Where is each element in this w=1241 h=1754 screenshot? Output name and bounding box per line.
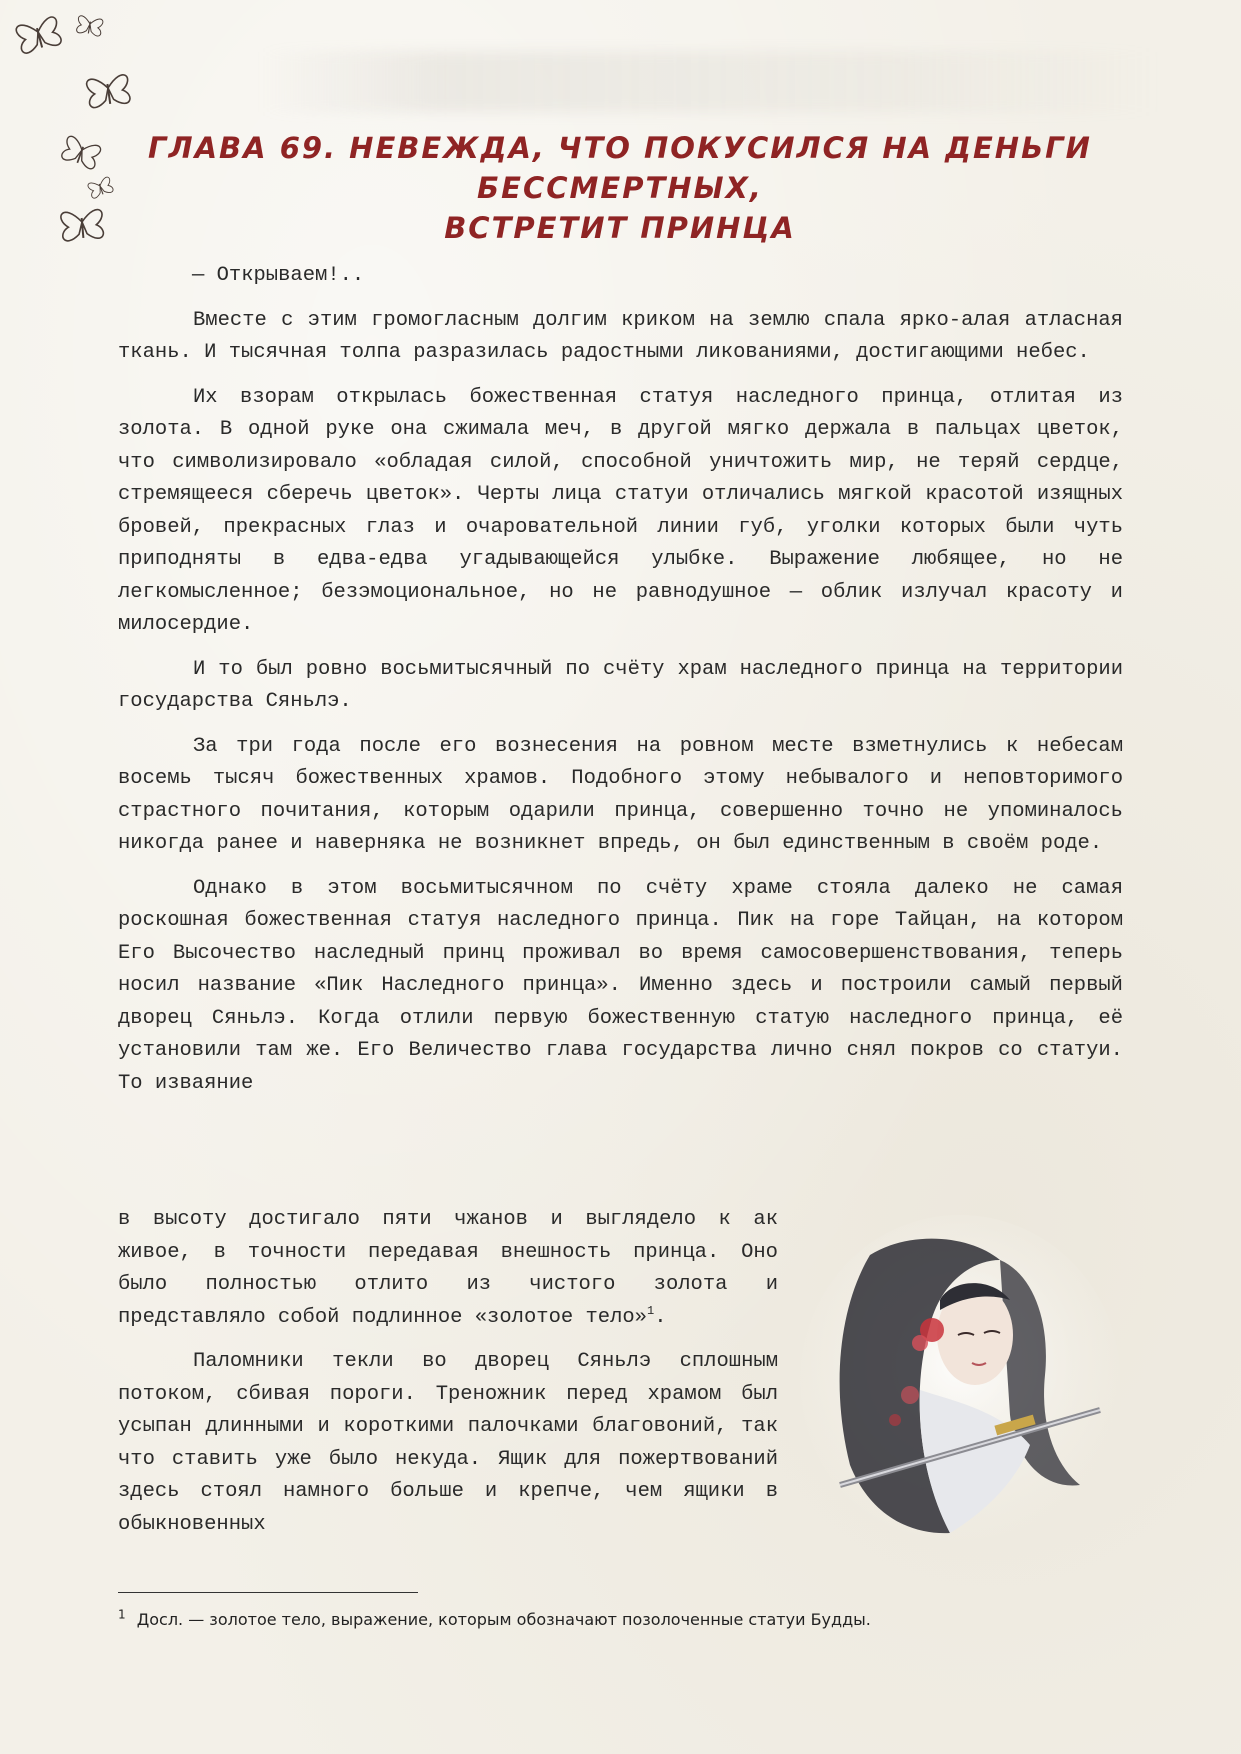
butterfly-icon bbox=[15, 16, 62, 54]
paragraph-1: — Открываем!.. bbox=[192, 264, 365, 287]
paragraph-6-end: . bbox=[654, 1305, 667, 1329]
paragraph-6-part-2-text: в высоту достигало пяти чжанов и выглядело к ак живое, в точности передавая внешность принца. Оно было полностью отлито из чистого золота и представляло собой подлинное «золотое тело» bbox=[118, 1208, 778, 1329]
chapter-title-line-2: ВСТРЕТИТ ПРИНЦА bbox=[444, 211, 796, 245]
paragraph-2: Вместе с этим громогласным долгим криком на землю спала ярко-алая атласная ткань. И тысячная толпа разразилась радостными ликованиями, достигающими небес. bbox=[118, 308, 1123, 364]
butterfly-icon bbox=[76, 15, 103, 36]
prince-illustration bbox=[800, 1215, 1120, 1545]
footnote bbox=[118, 1607, 1118, 1629]
footnote-ref[interactable]: 1 bbox=[647, 1303, 655, 1318]
chapter-title bbox=[110, 128, 1130, 248]
footnote-marker: 1 bbox=[118, 1607, 126, 1622]
paragraph-5: За три года после его вознесения на ровном месте взметнулись к небесам восемь тысяч божественных храмов. Подобного этому небывалого и неповторимого страстного почитания, которым одарили принца, совершенно точно не упоминалось никогда ранее и наверняка не возникнет впредь, он был единственным в своём роде. bbox=[118, 734, 1123, 855]
body-text-full-width bbox=[118, 260, 1123, 1100]
chapter-title-line-1: ГЛАВА 69. НЕВЕЖДА, ЧТО ПОКУСИЛСЯ НА ДЕНЬГИ БЕССМЕРТНЫХ, bbox=[148, 131, 1092, 205]
footnote-text: Досл. — золотое тело, выражение, которым обозначают позолоченные статуи Будды. bbox=[136, 1610, 871, 1629]
paragraph-6-part-1: Однако в этом восьмитысячном по счёту храме стояла далеко не самая роскошная божественная статуя наследного принца. Пик на горе Тайцан, на котором Его Высочество наследный принц проживал во время самосовершенствования, теперь носил название «Пик Наследного принца». Именно здесь и построили самый первый дворец Сяньлэ. Когда отлили первую божественную статую наследного принца, её установили там же. Его Величество глава государства лично снял покров со статуи. То изваяние bbox=[118, 876, 1123, 1095]
paragraph-7: Паломники текли во дворец Сяньлэ сплошным потоком, сбивая пороги. Треножник перед храмом был усыпан длинными и короткими палочками благовоний, так что ставить уже было некуда. Ящик для пожертвований здесь стоял намного больше и крепче, чем ящики в обыкновенных bbox=[118, 1350, 778, 1536]
butterfly-icon bbox=[60, 135, 101, 170]
paragraph-3: Их взорам открылась божественная статуя наследного принца, отлитая из золота. В одной руке она сжимала меч, в другой мягко держала в пальцах цветок, что символизировало «обладая силой, способной уничтожить мир, не теряй сердце, стремящееся сберечь цветок». Черты лица статуи отличались мягкой красотой изящных бровей, прекрасных глаз и очаровательной линии губ, уголки которых были чуть приподняты в едва-едва угадывающейся улыбке. Выражение любящее, но не легкомысленное; безэмоциональное, но не равнодушное — облик излучал красоту и милосердие. bbox=[118, 385, 1123, 636]
butterfly-icon bbox=[61, 209, 105, 241]
footnote-divider bbox=[118, 1592, 418, 1593]
brush-stroke-decoration bbox=[260, 52, 1160, 112]
butterfly-icon bbox=[86, 74, 131, 108]
paragraph-4: И то был ровно восьмитысячный по счёту храм наследного принца на территории государства Сяньлэ. bbox=[118, 657, 1123, 713]
paragraph-6-part-2 bbox=[118, 1204, 778, 1334]
body-text-narrow bbox=[118, 1204, 778, 1553]
